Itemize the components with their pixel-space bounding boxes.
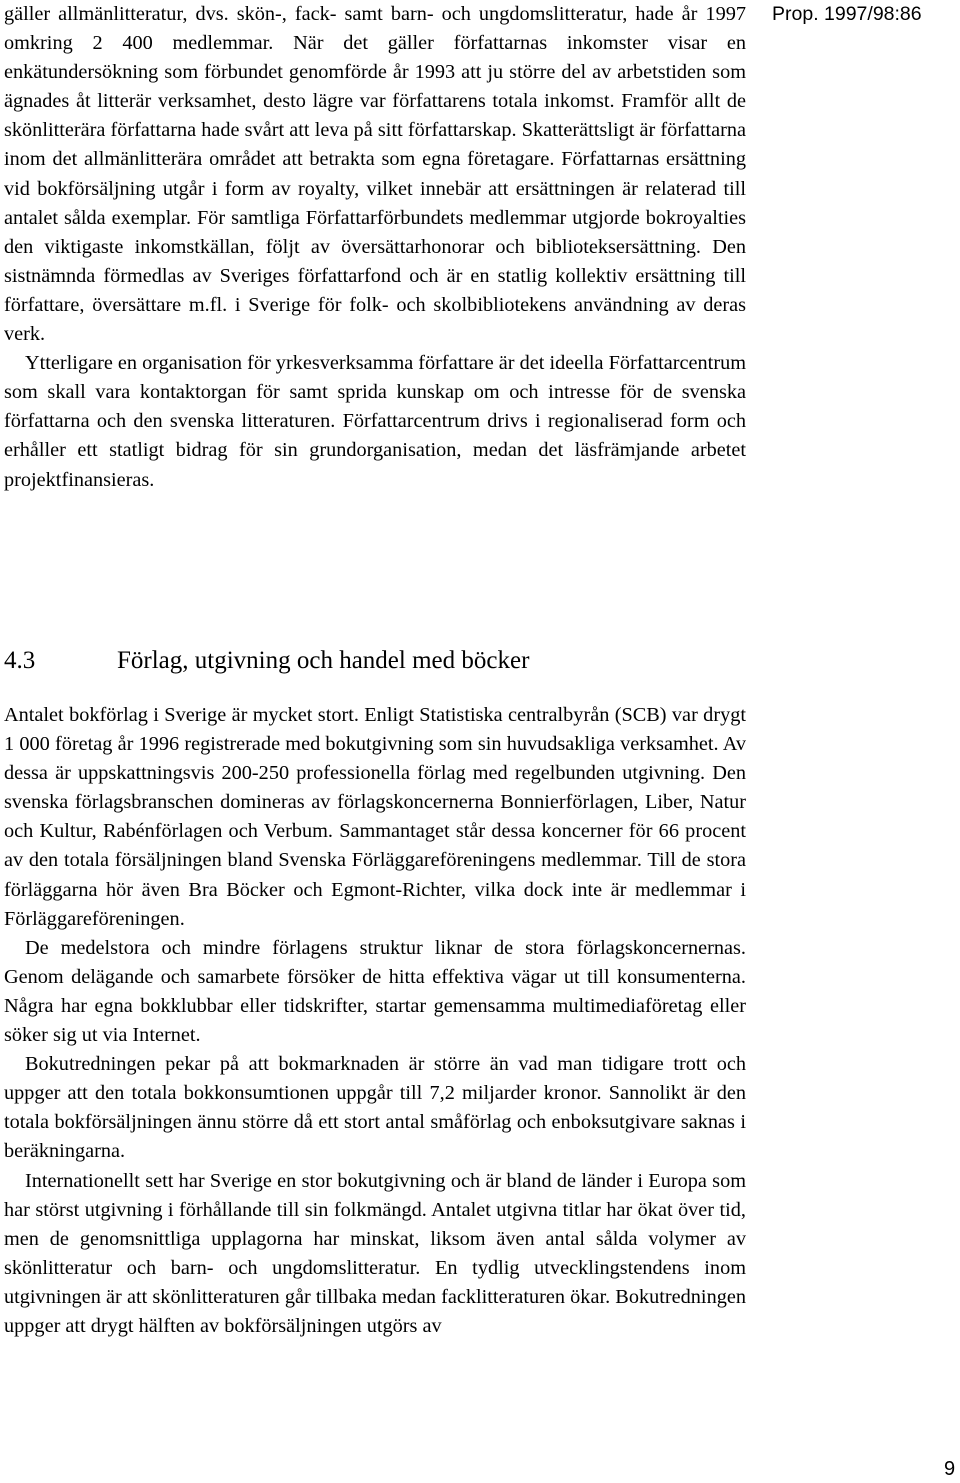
top-text-block <box>4 0 746 495</box>
paragraph-publishers-count: Antalet bokförlag i Sverige är mycket stort. Enligt Statistiska centralbyrån (SCB) var drygt 1 000 företag år 1996 registrerade med bokutgivning som sin huvudsakliga verksamhet. Av dessa är uppskattningsvis 200-250 professionella förlag med regelbunden utgivning. Den svenska förlagsbranschen domineras av förlagskoncernerna Bonnierförlagen, Liber, Natur och Kultur, Rabénförlagen och Verbum. Sammantaget står dessa koncerner för 66 procent av den totala försäljningen bland Svenska Förläggareföreningens medlemmar. Till de stora förläggarna hör även Bra Böcker och Egmont-Richter, vilka dock inte är medlemmar i Förläggareföreningen. <box>4 704 746 930</box>
paragraph-mid-size-publishers: De medelstora och mindre förlagens struktur liknar de stora förlagskoncernernas. Genom delägande och samarbete försöker de hitta effektiva vägar ut till konsumenterna. Några har egna bokklubbar eller tidskrifter, startar gemensamma multimediaföretag eller söker sig ut via Internet. <box>4 936 746 1047</box>
proposition-reference: Prop. 1997/98:86 <box>772 3 922 25</box>
paragraph-forfattarcentrum: Ytterligare en organisation för yrkesverksamma författare är det ideella Författarcentrum som skall vara kontaktorgan för samt sprida kunskap om och intresse för de svenska författarna och den svenska litteraturen. Författarcentrum drivs i regionaliserad form och erhåller ett statligt bidrag för sin grundorganisation, medan det läsfrämjande arbetet projektfinansieras. <box>4 352 746 491</box>
paragraph-book-market-size: Bokutredningen pekar på att bokmarknaden är större än vad man tidigare trott och uppger att den totala bokkonsumtionen uppgår till 7,2 miljarder kronor. Sannolikt är den totala bokförsäljningen ännu större då ett stort antal småförlag och enboksutgivare saknas i beräkningarna. <box>4 1053 746 1163</box>
section-title: Förlag, utgivning och handel med böcker <box>117 647 530 674</box>
section-heading <box>4 645 529 677</box>
paragraph-authors-income: gäller allmänlitteratur, dvs. skön-, fack- samt barn- och ungdomslitteratur, hade år 1997 omkring 2 400 medlemmar. När det gäller författarnas inkomster visar en enkätundersökning som förbundet genomförde år 1993 att ju större del av arbetstiden som ägnades åt litterär verksamhet, desto lägre var författarens totala inkomst. Framför allt de skönlitterära författarna hade svårt att leva på sitt författarskap. Skatterättsligt är författarna inom det allmänlitterära området att betrakta som egna företagare. Författarnas ersättning vid bokförsäljning utgår i form av royalty, vilket innebär att ersättningen är relaterad till antalet sålda exemplar. För samtliga Författarförbundets medlemmar utgjorde bokroyalties den viktigaste inkomstkällan, följt av översättarhonorar och biblioteksersättning. Den sistnämnda förmedlas av Sveriges författarfond och är en statlig kollektiv ersättning till författare, översättare m.fl. i Sverige för folk- och skolbibliotekens användning av deras verk. <box>4 3 746 346</box>
section-number: 4.3 <box>4 647 36 674</box>
section-text-block <box>4 701 746 1341</box>
paragraph-international-comparison: Internationellt sett har Sverige en stor bokutgivning och är bland de länder i Europa som har störst utgivning i förhållande till sin folkmängd. Antalet utgivna titlar har ökat över tid, men de genomsnittliga upplagorna har minskat, liksom även antal sålda volymer av skönlitteratur och barn- och ungdomslitteratur. En tydlig utvecklingstendens inom utgivningen är att skönlitteraturen går tillbaka medan facklitteraturen ökar. Bokutredningen uppger att drygt hälften av bokförsäljningen utgörs av <box>4 1169 746 1337</box>
page-number: 9 <box>944 1458 956 1480</box>
